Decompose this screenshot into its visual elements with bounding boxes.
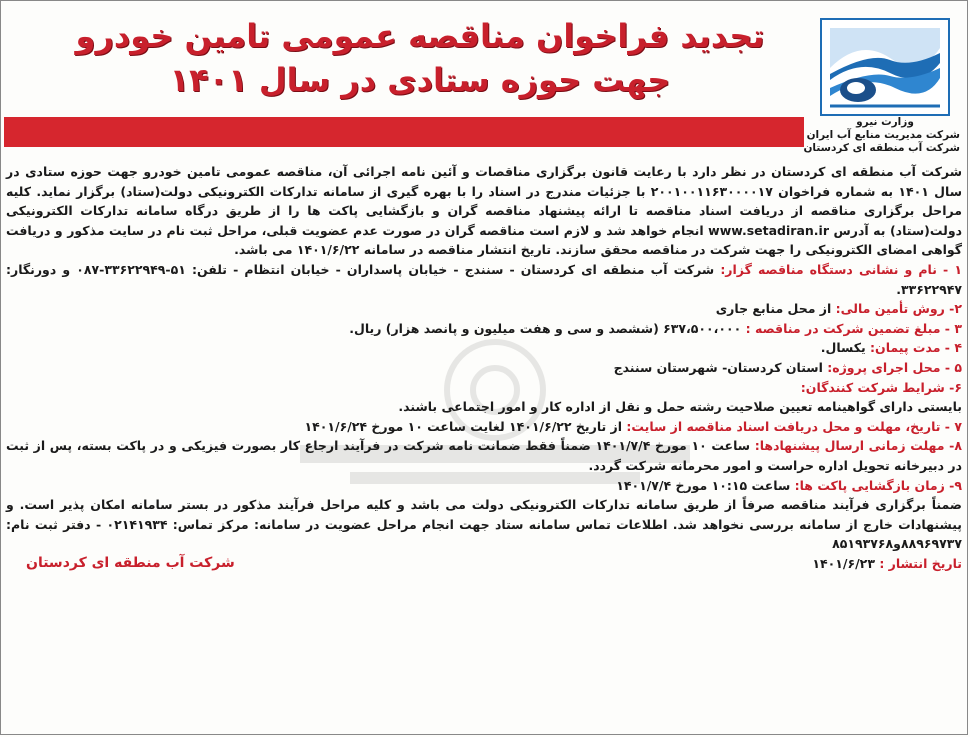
company-signature: شرکت آب منطقه ای کردستان [26, 554, 235, 571]
item-7-title: ۷ - تاریخ، مهلت و محل دریافت اسناد مناقصه از سایت: [626, 418, 962, 434]
item-2-text: از محل منابع جاری [715, 301, 836, 317]
item-9-text: ساعت ۱۰:۱۵ مورخ ۱۴۰۱/۷/۴ [616, 477, 795, 493]
item-1-text: شرکت آب منطقه ای کردستان - سنندج - خیابان پاسداران - خیابان انتظام - تلفن: ۵۱-۳۳۶۲۲۹۴۹-۰۸۷ و دورنگار: ۳۳۶۲۲۹۴۷. [6, 261, 962, 297]
notice-title [60, 14, 780, 102]
item-3 [6, 319, 962, 339]
footer-row [6, 554, 962, 574]
logo-company: شرکت مدیریت منابع آب ایران [806, 129, 960, 141]
item-8 [6, 436, 962, 475]
item-4-text: یکسال. [820, 340, 871, 356]
intro-paragraph: شرکت آب منطقه ای کردستان در نظر دارد با رعایت قانون برگزاری مناقصات و آئین نامه اجرائی آن، مناقصه عمومی تامین خودرو جهت حوزه ستادی در سال ۱۴۰۱ به شماره فراخوان ۲۰۰۱۰۰۱۱۶۳۰۰۰۰۱۷ با جزئیات مندرج در اسناد را با بهره گیری از سامانه تدارکات الکترونیکی دولت(ستاد) برگزار نماید. کلیه مراحل برگزاری مناقصه از دریافت اسناد مناقصه تا ارائه پیشنهاد مناقصه گران و بازگشایی پاکت ها را از طریق درگاه سامانه تدارکات الکترونیکی دولت(ستاد) به آدرس www.setadiran.ir انجام خواهد شد و لازم است مناقصه گران در صورت عدم عضویت قبلی، مراحل ثبت نام در سایت مذکور و دریافت گواهی امضای الکترونیکی را جهت شرکت در مناقصه محقق سازند. تاریخ انتشار مناقصه در سامانه ۱۴۰۱/۶/۲۲ می باشد. [6, 164, 962, 258]
publish-date-label: تاریخ انتشار : [879, 555, 962, 571]
item-5-text: استان کردستان- شهرستان سنندج [613, 359, 828, 375]
item-6 [6, 378, 962, 398]
logo-regional: شرکت آب منطقه ای کردستان [803, 142, 960, 154]
title-line-2: جهت حوزه ستادی در سال ۱۴۰۱ [169, 61, 671, 99]
red-banner [4, 117, 804, 147]
item-4 [6, 338, 962, 358]
item-4-title: ۴ - مدت پیمان: [870, 340, 962, 356]
item-7-text: از تاریخ ۱۴۰۱/۶/۲۲ لغایت ساعت ۱۰ مورخ ۱۴۰۱/۶/۲۴ [304, 418, 627, 434]
item-5 [6, 358, 962, 378]
item-2-title: ۲- روش تأمین مالی: [835, 301, 962, 317]
item-3-text: ۶۳۷،۵۰۰،۰۰۰ (ششصد و سی و هفت میلیون و پانصد هزار) ریال. [349, 320, 746, 336]
organization-logo [803, 18, 960, 164]
water-logo-icon [820, 18, 950, 116]
item-5-title: ۵ - محل اجرای پروژه: [827, 359, 962, 375]
item-9-title: ۹- زمان بازگشایی پاکت ها: [794, 477, 962, 493]
item-6-detail [6, 397, 962, 417]
title-line-1: تجدید فراخوان مناقصه عمومی تامین خودرو [75, 17, 765, 55]
closing-paragraph: ضمناً برگزاری فرآیند مناقصه صرفاً از طریق سامانه تدارکات الکترونیکی دولت می باشد و کلیه مراحل فرآیند مذکور در بستر سامانه امکان پذیر است. و پیشنهادات خارج از سامانه بررسی نخواهد شد. اطلاعات تماس سامانه ستاد جهت انجام مراحل عضویت در سامانه: مرکز تماس: ۰۲۱۴۱۹۳۴ - دفتر ثبت نام: ۸۸۹۶۹۷۳۷و۸۵۱۹۳۷۶۸ [6, 497, 962, 552]
item-6-title: ۶- شرایط شرکت کنندگان: [800, 379, 962, 395]
item-8-title: ۸- مهلت زمانی ارسال پیشنهادها: [754, 438, 962, 454]
item-9 [6, 476, 962, 496]
publish-date-value: ۱۴۰۱/۶/۲۳ [812, 555, 880, 571]
item-1 [6, 260, 962, 299]
notice-body [6, 162, 962, 733]
item-2 [6, 299, 962, 319]
item-7 [6, 417, 962, 437]
logo-ministry: وزارت نیرو [856, 116, 914, 128]
item-3-title: ۳ - مبلغ تضمین شرکت در مناقصه : [745, 320, 962, 336]
item-6-detail-text: بایستی دارای گواهینامه تعیین صلاحیت رشته حمل و نقل از اداره کار و امور اجتماعی باشند. [398, 399, 962, 415]
item-1-title: ۱ - نام و نشانی دستگاه مناقصه گزار: [720, 261, 962, 277]
item-8-text: ساعت ۱۰ مورخ ۱۴۰۱/۷/۴ ضمناً فقط ضمانت نامه شرکت در فرآیند ارجاع کار بصورت فیزیکی و در پاکت بسته، پس از ثبت در دبیرخانه تحویل اداره حراست و امور محرمانه شرکت گردد. [6, 438, 962, 473]
publish-date [812, 554, 962, 574]
